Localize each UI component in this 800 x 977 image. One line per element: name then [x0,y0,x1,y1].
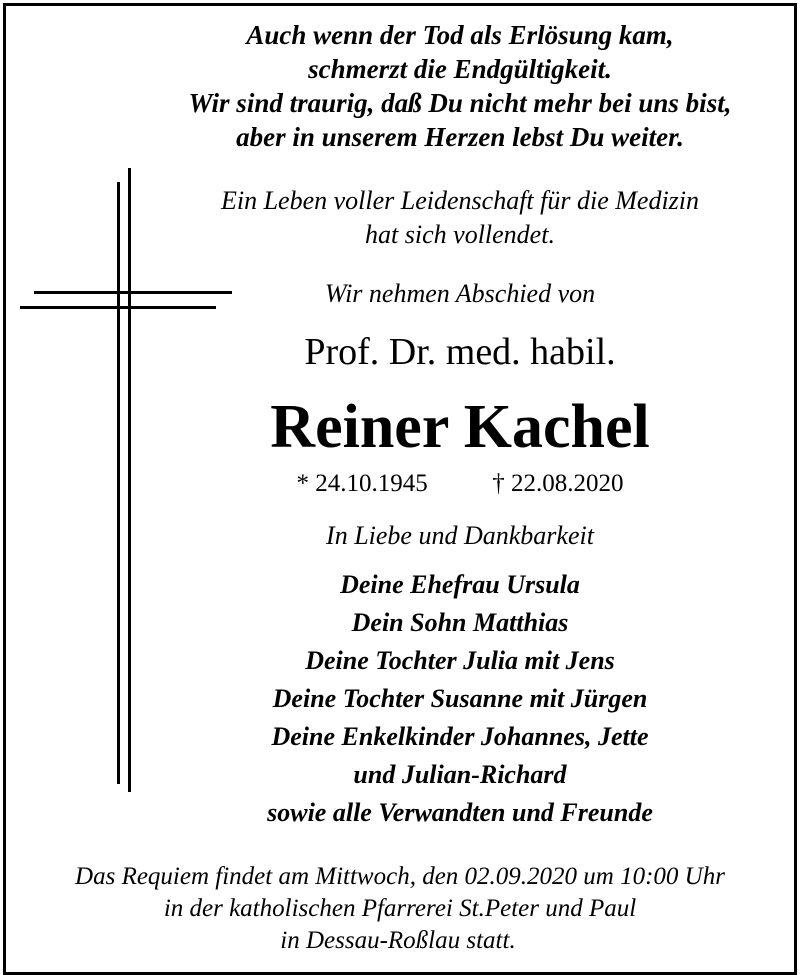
requiem-line-2: in der katholischen Pfarrerei St.Peter und Paul [163,895,637,922]
requiem-line-1: Das Requiem findet am Mittwoch, den 02.09.2020 um 10:00 Uhr [75,863,725,890]
death-date: † 22.08.2020 [492,470,624,497]
verse-line-3: Wir sind traurig, daß Du nicht mehr bei uns bist, [188,88,732,118]
birth-date: * 24.10.1945 [296,470,428,497]
life-line-2: hat sich vollendet. [365,220,555,249]
family-line: Deine Tochter Susanne mit Jürgen [272,684,648,713]
verse-line-2: schmerzt die Endgültigkeit. [308,54,612,84]
deceased-title: Prof. Dr. med. habil. [304,331,616,373]
deceased-name: Reiner Kachel [270,393,650,461]
requiem-line-3: in Dessau-Roßlau statt. [280,927,516,954]
farewell-text: Wir nehmen Abschied von [324,279,596,308]
family-line: Deine Enkelkinder Johannes, Jette [271,722,649,751]
life-line-1: Ein Leben voller Leidenschaft für die Medizin [220,186,700,215]
life-dates [60,470,800,498]
family-line: Dein Sohn Matthias [351,608,569,637]
family-line: sowie alle Verwandten und Freunde [267,798,653,827]
verse-line-4: aber in unserem Herzen lebst Du weiter. [236,122,684,152]
family-line: Deine Tochter Julia mit Jens [305,646,615,675]
family-line: Deine Ehefrau Ursula [340,570,580,599]
verse-line-1: Auch wenn der Tod als Erlösung kam, [246,20,674,50]
gratitude-text: In Liebe und Dankbarkeit [326,521,594,550]
family-line: und Julian-Richard [353,760,567,789]
